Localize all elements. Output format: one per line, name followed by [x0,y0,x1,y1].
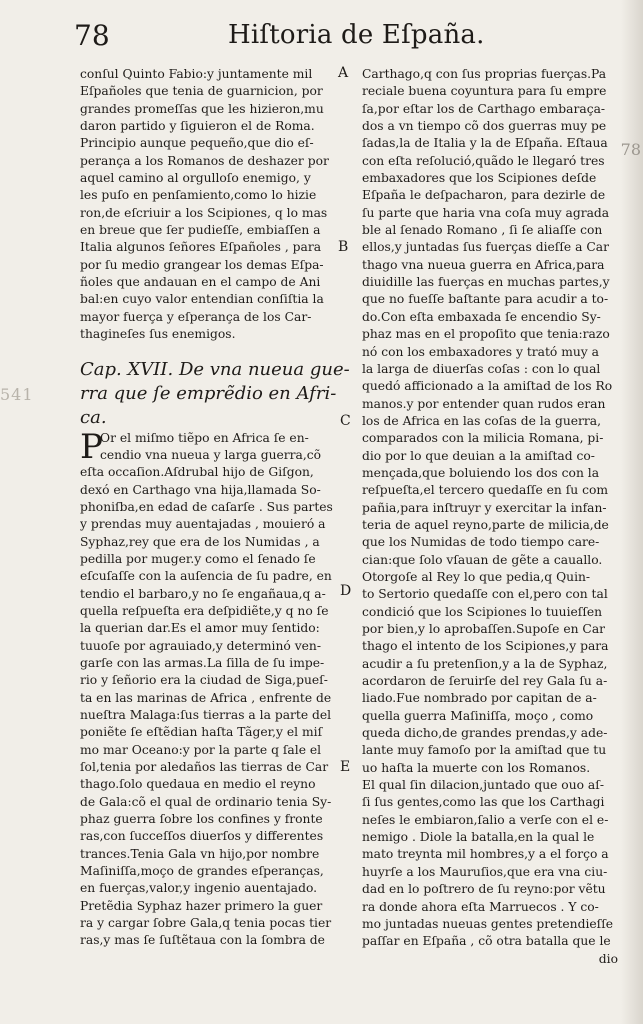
text-line: paſſar en Eſpaña , cõ otra batalla que le [362,934,611,949]
text-line: cendio vna nueua y larga guerra,cõ [100,447,322,462]
text-line: huyrſe a los Mauruſios,que era vna ciu- [362,864,608,879]
text-line: dio por lo que deuian a la amiſtad co- [362,448,595,463]
text-line: mayor fuerça y eſperança de los Car- [80,309,312,324]
text-line: ra donde ahora eſta Marruecos . Y co- [362,899,599,914]
text-line: phaz guerra ſobre los confines y fronte [80,812,323,827]
intro-paragraph [80,66,342,344]
text-line: y prendas muy auentajadas , mouieró a [80,517,326,532]
catchword: dio [598,951,618,966]
text-line: dos a vn tiempo cõ dos guerras muy pe [362,119,607,134]
text-line: dad en lo poſtrero de ſu reyno:por vẽtu [362,882,606,897]
text-line: ble al ſenado Romano , ſi ſe aliaſſe con [362,223,603,238]
text-line: queda dicho,de grandes prendas,y ade- [362,726,608,741]
text-line: liado.Fue nombrado por capitan de a- [362,691,597,706]
text-line: acordaron de ſeruirſe del rey Gala ſu a- [362,674,608,689]
chapter-heading [80,358,350,430]
text-line: ſol,tenia por aledaños las tierras de Car [80,760,329,775]
chapter-title-line: Cap. XVII. De vna nueua gue- [80,358,350,380]
text-line: thago vna nueua guerra en Africa,para [362,257,605,272]
text-line: lante muy famoſo por la amiſtad que tu [362,743,607,758]
text-line: ras,y mas ſe ſuſtẽtaua con la ſombra de [80,933,325,948]
text-line: nemigo . Diole la batalla,en la qual le [362,830,595,845]
margin-letter-a: A [338,65,349,81]
text-line: mo mar Oceano:y por la parte q ſale el [80,742,322,757]
text-line: ñoles que andauan en el campo de Ani [80,275,321,290]
text-line: Or el miſmo tiẽpo en Africa ſe en- [100,430,309,445]
margin-letter-b: B [338,239,349,255]
text-line: perança a los Romanos de deshazer por [80,153,329,168]
text-line: phaz mas en el propoſito que tenia:razo [362,327,610,342]
text-line: thagineſes ſus enemigos. [80,327,236,342]
text-line: garſe con las armas.La ſilla de ſu impe- [80,655,325,670]
text-line: Carthago,q con ſus proprias fuerças.Pa [362,67,607,81]
text-line: Italia algunos ſeñores Eſpañoles , para [80,240,322,255]
text-line: ra y cargar ſobre Gala,q tenia pocas tier [80,916,332,931]
text-line: cian:que ſolo vſauan de gẽte a cauallo. [362,552,603,567]
text-line: ta en las marinas de Africa , enfrente de [80,690,332,705]
text-line: la querian dar.Es el amor muy ſentido: [80,621,320,636]
text-line: mato treynta mil hombres,y a el forço a [362,847,609,862]
text-line: quella guerra Maſiniſſa, moço , como [362,708,594,723]
text-line: que los Numidas de todo tiempo care- [362,535,600,550]
text-line: de Gala:cõ el qual de ordinario tenia Sy- [80,794,332,809]
text-line: Eſpañoles que tenia de guarnicion, por [80,84,323,99]
text-line: ellos,y juntadas ſus fuerças dieſſe a Car [362,240,609,255]
text-line: por bien,y lo aprobaſſen.Supoſe en Car [362,622,606,636]
text-line: poniẽte ſe eſtẽdian haſta Tãger,y el miſ [80,725,323,740]
left-column [80,66,350,950]
text-line: en breue que ſer pudieſſe, embiaſſen a [80,223,321,238]
text-line: ſu parte que haria vna coſa muy agrada [362,205,610,220]
text-line: conſul Quinto Fabio:y juntamente mil [80,67,313,81]
chapter-title-line: rra que ſe emprẽdio en Afri- [80,382,337,404]
text-line: dexó en Carthago vna hija,llamada So- [80,482,321,497]
text-line: ras,con ſucceſſos diuerſos y differentes [80,829,324,844]
text-line: do.Con eſta embaxada ſe encendio Sy- [362,309,601,324]
text-line: la larga de diuerſas coſas : con lo qual [362,361,601,376]
text-line: embaxadores que los Scipiones deſde [362,171,597,186]
text-line: Syphaz,rey que era de los Numidas , a [80,534,320,549]
text-line: tendio el barbaro,y no ſe engañaua,q a- [80,586,326,601]
text-line: nueſtra Malaga:ſus tierras a la parte del [80,708,332,722]
show-through-text: 541 [0,385,34,404]
text-line: phoniſba,en edad de caſarſe . Sus partes [80,499,333,514]
running-title: Hiſtoria de Eſpaña. [228,20,485,50]
text-line: ſadas,la de Italia y la de Eſpaña. Eſtaua [362,136,608,151]
show-through-text-right: 78 [620,140,641,159]
text-line: thago.ſolo quedaua en medio el reyno [80,777,316,792]
text-line: teria de aquel reyno,parte de milicia,de [362,517,609,532]
text-line: pedilla por muger.y como el ſenado ſe [80,551,316,566]
text-line: ſa,por eſtar los de Carthago embaraça- [362,101,606,116]
text-line: thago el intento de los Scipiones,y para [362,639,609,654]
text-line: Maſiniſſa,moço de grandes eſperanças, [80,864,324,879]
text-line: pañia,para inſtruyr y exercitar la infan- [362,500,607,515]
text-line: eſcuſaſſe con la auſencia de ſu padre, en [80,569,332,584]
text-line: nó con los embaxadores y trató muy a [362,344,599,359]
right-column [362,66,620,968]
text-line: reciale buena coyuntura para ſu empre [362,84,607,99]
text-line: reſpueſta,el tercero quedaſſe en ſu com [362,483,609,498]
text-line: quella reſpueſta era deſpidiẽte,y q no ſe [80,603,329,618]
text-line: eſta occaſion.Aſdrubal hijo de Giſgon, [80,465,314,480]
text-line: ſi ſus gentes,como las que los Carthagi [362,795,605,810]
drop-cap: P [80,426,103,467]
text-line: Eſpaña le deſpacharon, para dezirle de [362,188,606,203]
text-line: bal:en cuyo valor entendian conſiſtia la [80,292,324,307]
text-line: les puſo en penſamiento,como lo hizie [80,188,317,203]
text-line: uo haſta la muerte con los Romanos. [362,760,591,775]
text-line: Otorgoſe al Rey lo que pedia,q Quin- [362,569,591,584]
chapter-paragraph [80,426,342,950]
text-line: rio y ſeñorio era la ciudad de Siga,pueſ- [80,673,328,688]
text-line: mençada,que boluiendo los dos con la [362,465,600,480]
text-line: trances.Tenia Gala vn hijo,por nombre [80,846,320,861]
text-line: tuuoſe por agrauiado,y determinó ven- [80,638,321,653]
page-number: 78 [74,19,110,52]
text-line: aquel camino al orgulloſo enemigo, y [80,171,311,186]
text-line: en fuerças,valor,y ingenio auentajado. [80,881,318,896]
text-line: to Sertorio quedaſſe con el,pero con tal [362,587,608,602]
text-line: diuidille las fuerças en muchas partes,y [362,275,610,290]
text-line: condició que los Scipiones lo tuuieſſen [362,604,603,619]
text-line: manos.y por entender quan rudos eran [362,396,606,411]
text-line: acudir a ſu pretenſion,y a la de Syphaz, [362,656,608,671]
text-line: que no fueſſe baſtante para acudir a to- [362,292,609,307]
text-line: ron,de eſcriuir a los Scipiones, q lo mas [80,205,328,220]
text-line: comparados con la milicia Romana, pi- [362,431,604,446]
chapter-title-line: ca. [80,406,107,428]
text-line: grandes promeſſas que les hizieron,mu [80,101,324,116]
text-line: Principio aunque pequeño,que dio eſ- [80,136,314,151]
text-line: daron partido y ſiguieron el de Roma. [80,119,315,134]
text-line: con eſta reſolució,quãdo le llegaró tres [362,153,605,168]
text-line: por ſu medio grangear los demas Eſpa- [80,257,324,272]
text-line: los de Africa en las coſas de la guerra, [362,413,602,428]
margin-letter-d: D [340,583,352,599]
text-line: Pretẽdia Syphaz hazer primero la guer [80,898,323,913]
margin-letter-e: E [340,759,351,775]
text-line: El qual ſin dilacion,juntado que ouo aſ- [362,778,604,793]
text-line: quedó afficionado a la amiſtad de los Ro [362,379,613,394]
text-line: neſes le embiaron,ſalio a verſe con el e- [362,812,609,827]
margin-letter-c: C [340,413,351,429]
text-line: mo juntadas nueuas gentes pretendieſſe [362,916,614,931]
